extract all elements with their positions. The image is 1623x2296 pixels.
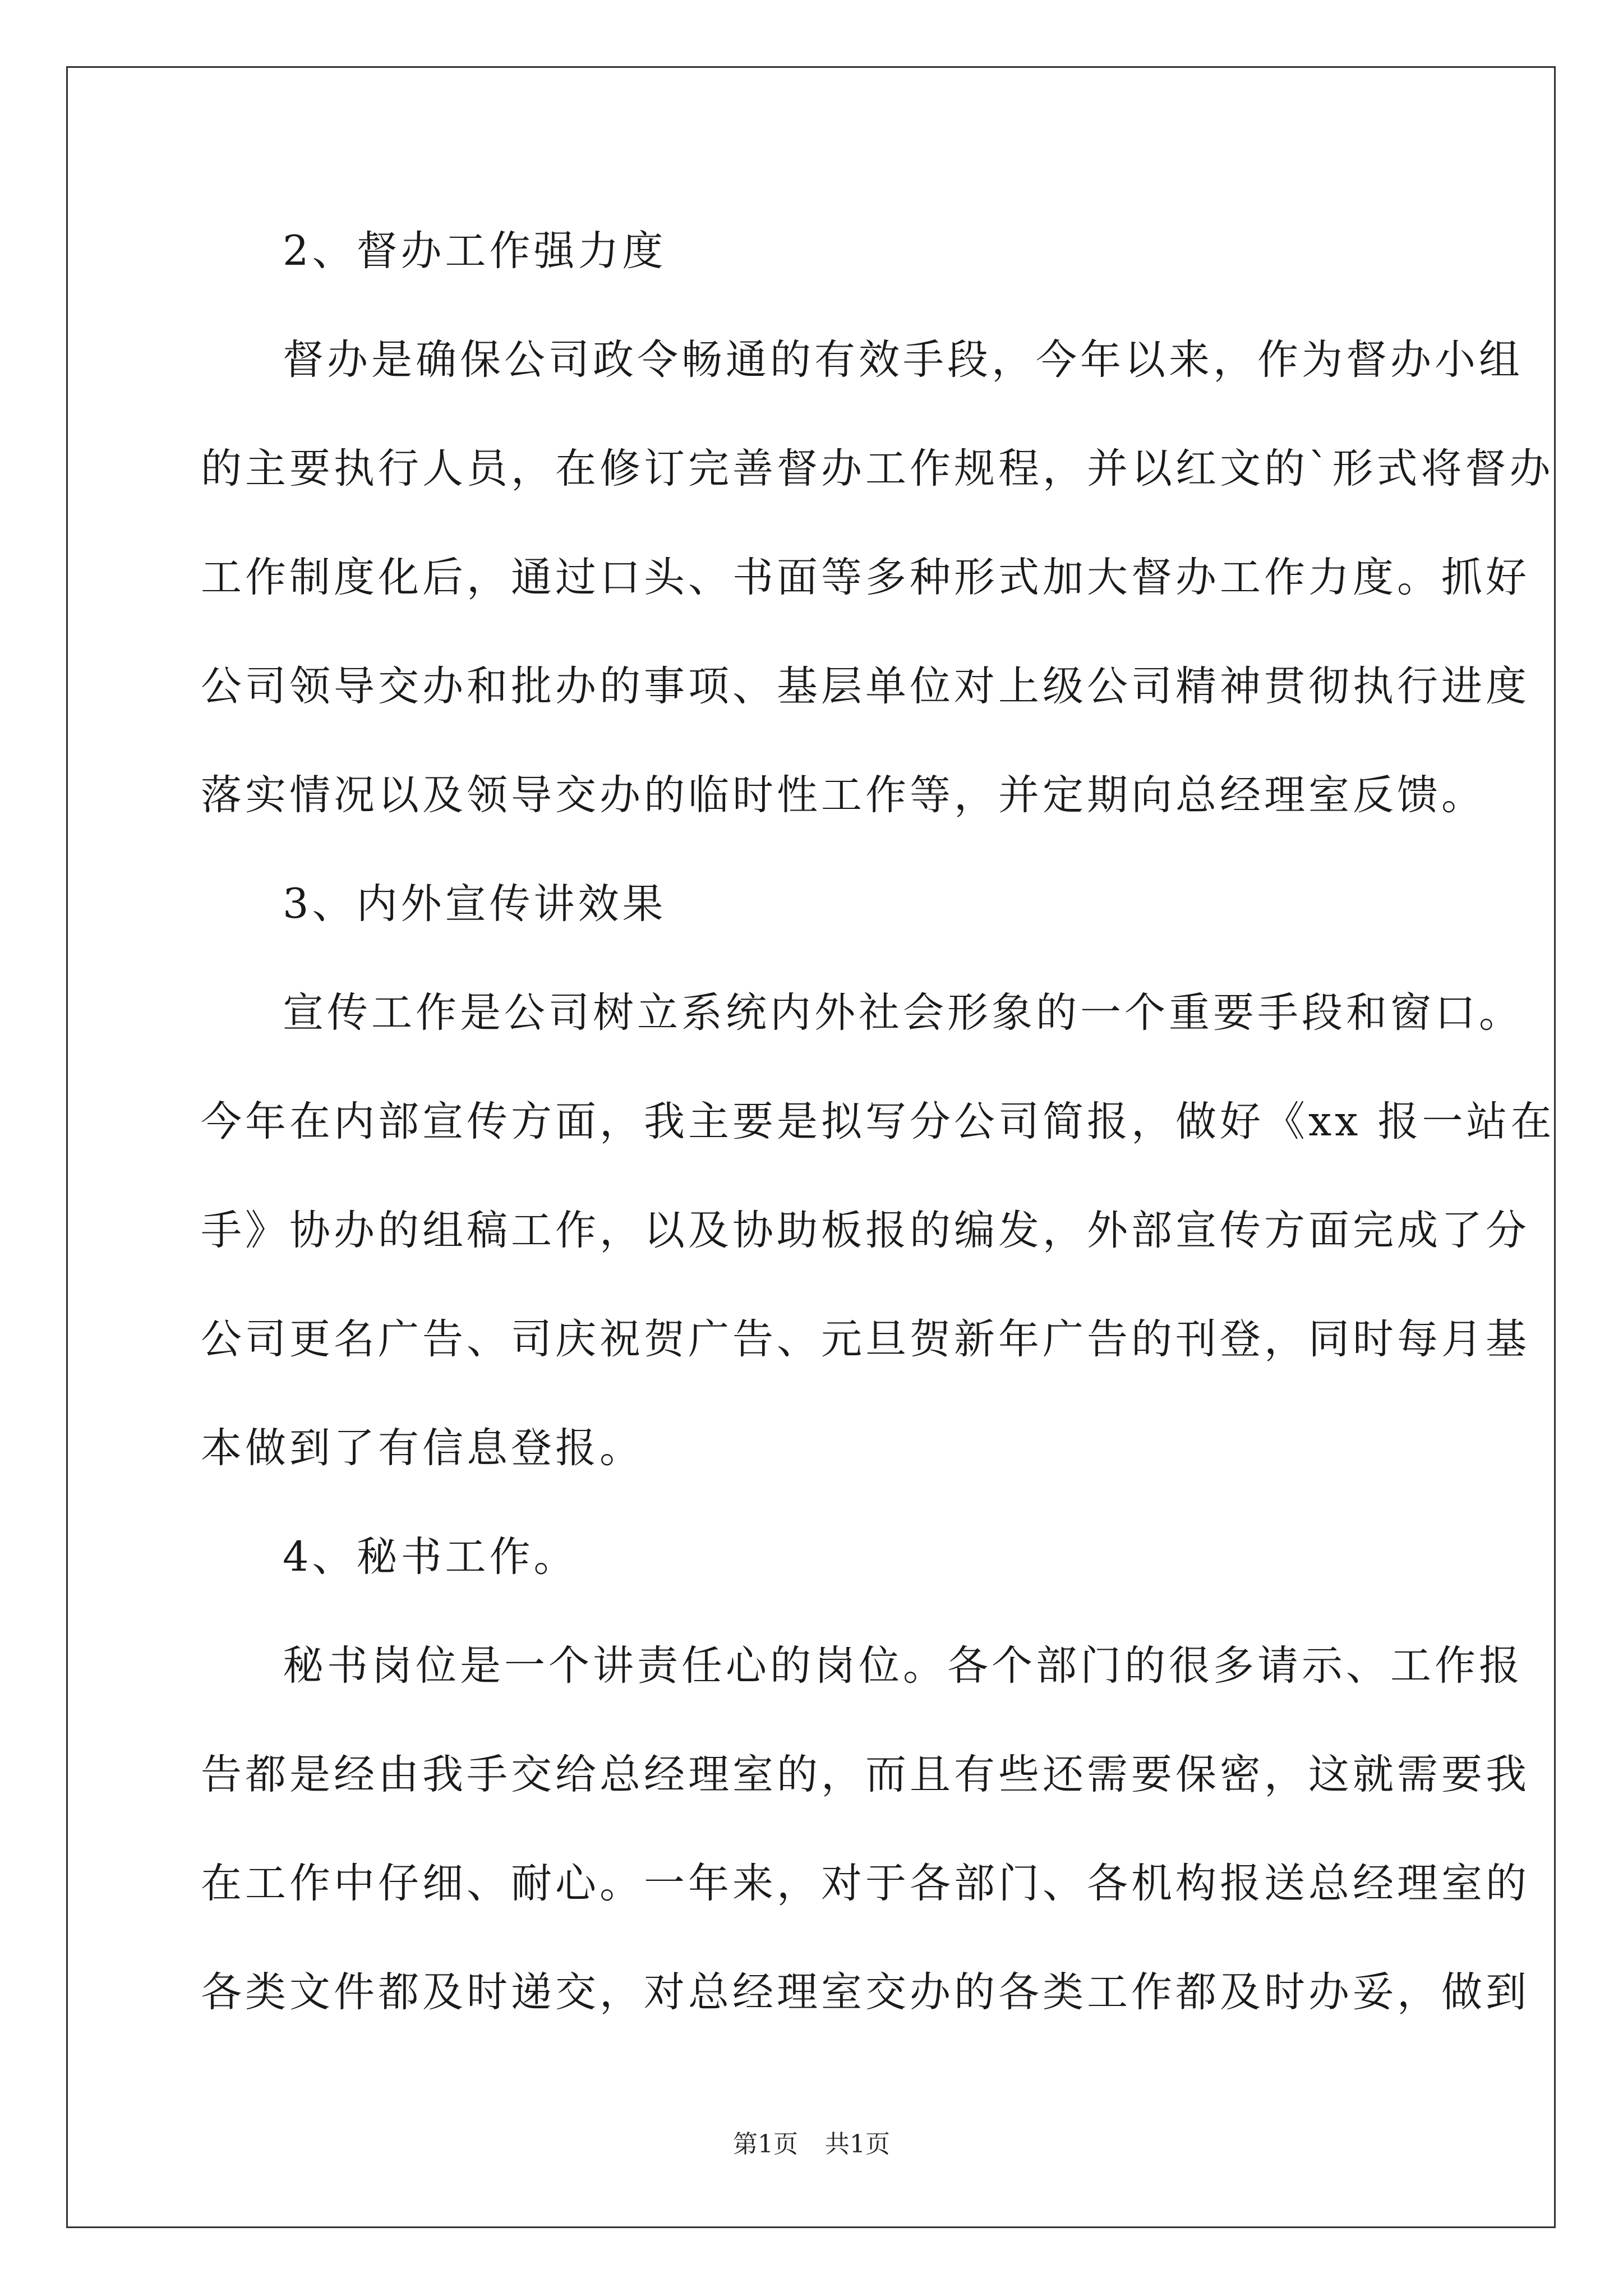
paragraph-line: 手》协办的组稿工作，以及协助板报的编发，外部宣传方面完成了分 xyxy=(201,1207,1530,1254)
section-heading-secretary: 4、秘书工作。 xyxy=(283,1533,578,1581)
paragraph-line: 秘书岗位是一个讲责任心的岗位。各个部门的很多请示、工作报 xyxy=(283,1642,1523,1690)
paragraph-line: 公司领导交办和批办的事项、基层单位对上级公司精神贯彻执行进度 xyxy=(201,662,1530,710)
paragraph-line: 今年在内部宣传方面，我主要是拟写分公司简报，做好《xx 报一站在 xyxy=(201,1098,1555,1145)
paragraph-line: 在工作中仔细、耐心。一年来，对于各部门、各机构报送总经理室的 xyxy=(201,1860,1530,1907)
paragraph-line: 本做到了有信息登报。 xyxy=(201,1424,644,1472)
page-number-total: 共1页 xyxy=(825,2130,890,2159)
paragraph-line: 的主要执行人员，在修订完善督办工作规程，并以红文的`形式将督办 xyxy=(201,445,1554,493)
paragraph-line: 督办是确保公司政令畅通的有效手段，今年以来，作为督办小组 xyxy=(283,336,1523,384)
document-body xyxy=(201,218,1555,2068)
paragraph-line: 公司更名广告、司庆祝贺广告、元旦贺新年广告的刊登，同时每月基 xyxy=(201,1315,1530,1363)
paragraph-line: 宣传工作是公司树立系统内外社会形象的一个重要手段和窗口。 xyxy=(283,989,1523,1037)
page-footer xyxy=(0,2124,1623,2160)
section-heading-publicity: 3、内外宣传讲效果 xyxy=(283,880,667,928)
paragraph-line: 告都是经由我手交给总经理室的，而且有些还需要保密，这就需要我 xyxy=(201,1751,1530,1798)
page-number-current: 第1页 xyxy=(733,2130,798,2159)
paragraph-line: 各类文件都及时递交，对总经理室交办的各类工作都及时办妥，做到 xyxy=(201,1968,1530,2016)
paragraph-line: 工作制度化后，通过口头、书面等多种形式加大督办工作力度。抓好 xyxy=(201,554,1530,601)
paragraph-line: 落实情况以及领导交办的临时性工作等，并定期向总经理室反馈。 xyxy=(201,771,1486,819)
section-heading-supervision: 2、督办工作强力度 xyxy=(283,227,667,275)
